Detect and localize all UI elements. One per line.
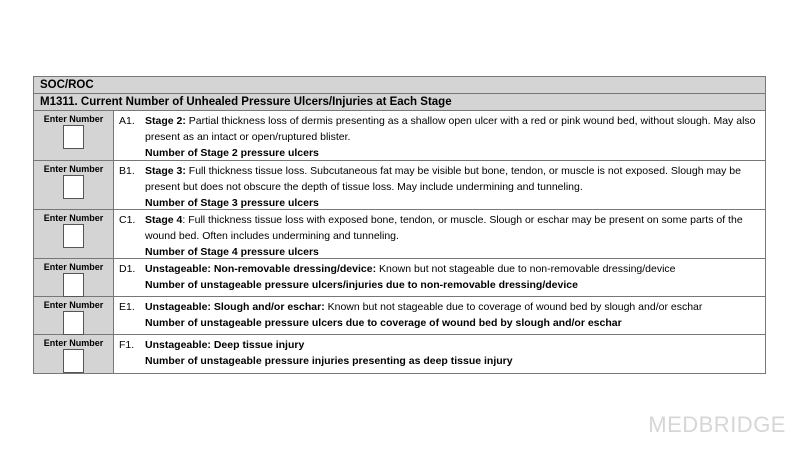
row-count-label: Number of unstageable pressure ulcers due to coverage of wound bed by slough and/or eschar [145,317,622,329]
row-text: : Full thickness tissue loss with exposed bone, tendon, or muscle. Slough or eschar may be present on some parts of the wound bed. Often includes undermining and tunneling. [145,214,743,242]
enter-number-label: Enter Number [43,300,104,310]
unstageable-device-count-box[interactable] [63,273,84,297]
row-text: Known but not stageable due to coverage of wound bed by slough and/or eschar [324,301,703,313]
row-c1 [34,210,765,259]
entry-cell [34,161,114,209]
row-count-label: Number of Stage 4 pressure ulcers [145,246,319,258]
row-description [145,337,513,372]
row-description [145,261,676,295]
stage2-count-box[interactable] [63,125,84,149]
row-count-label: Number of Stage 3 pressure ulcers [145,197,319,209]
row-code: A1. [119,115,135,127]
entry-cell [34,259,114,296]
deep-tissue-count-box[interactable] [63,349,84,373]
stage3-count-box[interactable] [63,175,84,199]
enter-number-label: Enter Number [43,262,104,272]
row-text: Full thickness tissue loss. Subcutaneous fat may be visible but bone, tendon, or muscle is not exposed. Slough may be present but does not obscure the depth of tissue loss. May include undermining and tunneling. [145,165,741,193]
row-count-label: Number of Stage 2 pressure ulcers [145,147,319,159]
row-code: B1. [119,165,135,177]
row-code: C1. [119,214,136,226]
row-text: Partial thickness loss of dermis presenting as a shallow open ulcer with a red or pink wound bed, without slough. May also present as an intact or open/ruptured blister. [145,115,756,143]
row-term: Unstageable: Non-removable dressing/device: [145,263,377,275]
row-a1 [34,111,765,161]
item-title: M1311. Current Number of Unhealed Pressure Ulcers/Injuries at Each Stage [34,94,765,111]
row-f1 [34,335,765,373]
entry-cell [34,297,114,334]
row-term: Unstageable: Slough and/or eschar: [145,301,325,313]
row-content [114,111,765,160]
row-count-label: Number of unstageable pressure ulcers/injuries due to non-removable dressing/device [145,279,578,291]
row-d1 [34,259,765,297]
row-content [114,335,765,373]
unstageable-slough-count-box[interactable] [63,311,84,335]
row-content [114,297,765,334]
row-content [114,210,765,258]
row-code: E1. [119,301,135,313]
enter-number-label: Enter Number [43,114,104,124]
entry-cell [34,335,114,373]
m1311-form [33,76,766,374]
stage4-count-box[interactable] [63,224,84,248]
row-b1 [34,161,765,210]
row-text: Known but not stageable due to non-removable dressing/device [376,263,676,275]
row-description [145,113,761,159]
row-code: F1. [119,339,135,351]
row-description [145,212,761,257]
row-count-label: Number of unstageable pressure injuries presenting as deep tissue injury [145,355,513,367]
row-code: D1. [119,263,136,275]
row-e1 [34,297,765,335]
row-term: Stage 4 [145,214,183,226]
enter-number-label: Enter Number [43,338,104,348]
row-term: Stage 3: [145,165,186,177]
entry-cell [34,111,114,160]
row-content [114,259,765,296]
enter-number-label: Enter Number [43,164,104,174]
section-header: SOC/ROC [34,77,765,94]
entry-cell [34,210,114,258]
row-description [145,163,761,208]
medbridge-watermark: MEDBRIDGE [648,412,786,437]
row-term: Unstageable: Deep tissue injury [145,339,305,351]
row-content [114,161,765,209]
row-term: Stage 2: [145,115,186,127]
row-description [145,299,702,333]
enter-number-label: Enter Number [43,213,104,223]
